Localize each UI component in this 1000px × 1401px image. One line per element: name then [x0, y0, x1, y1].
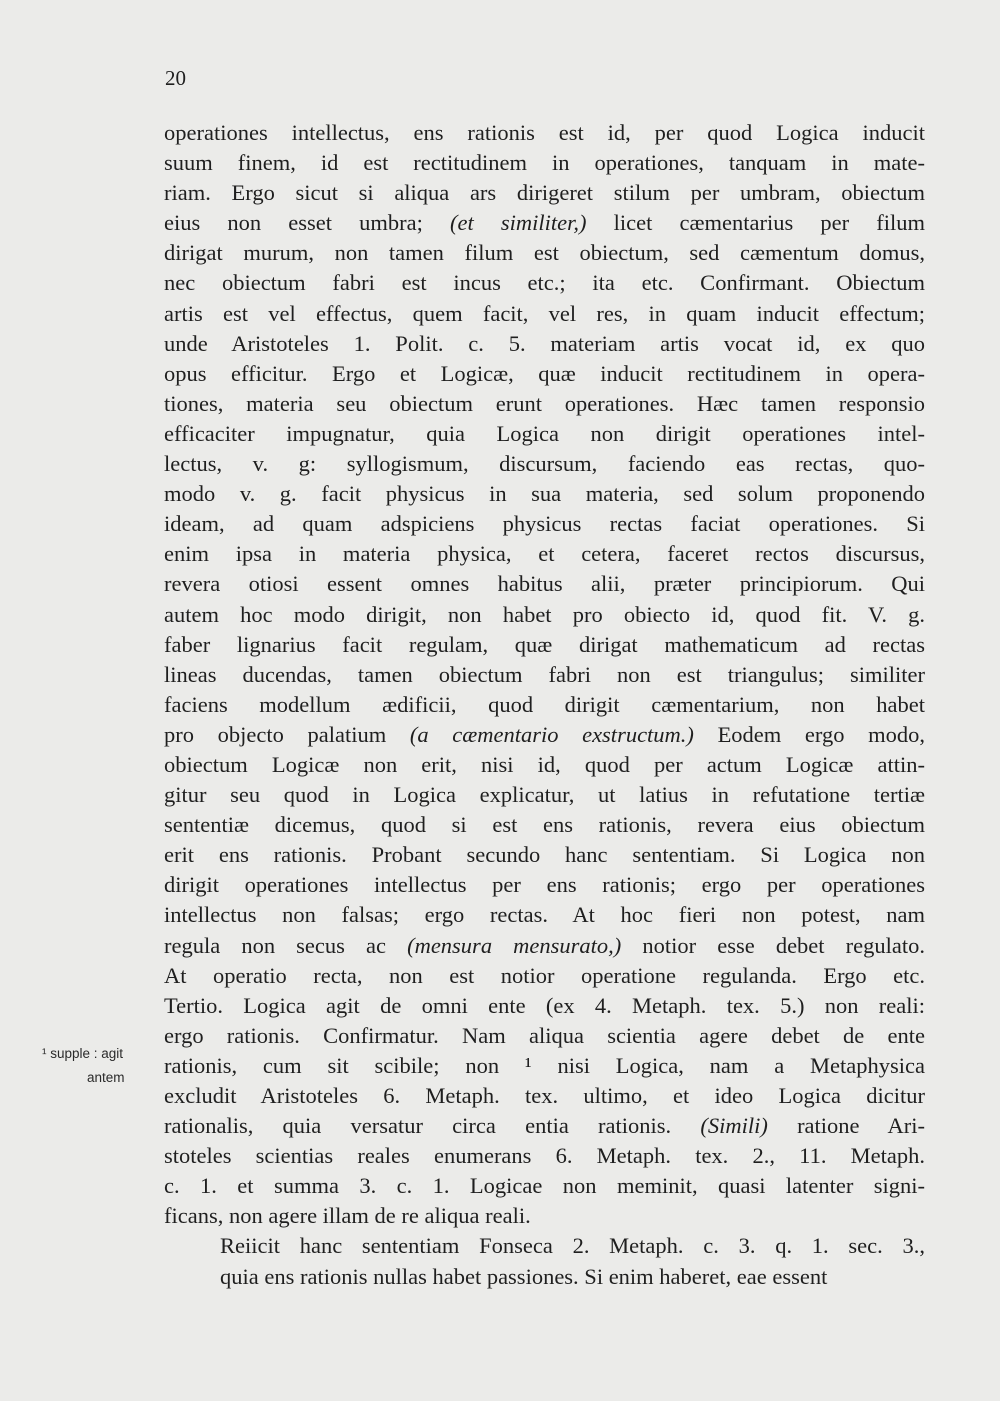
text-line: At operatio recta, non est notior operatione regulanda. Ergo etc.: [164, 962, 925, 988]
paragraph: [164, 1231, 925, 1291]
text-line: autem hoc modo dirigit, non habet pro obiecto id, quod fit. V. g.: [164, 601, 925, 627]
text-line: opus efficitur. Ergo et Logicæ, quæ inducit rectitudinem in opera-: [164, 360, 925, 386]
text-line: enim ipsa in materia physica, et cetera, faceret rectos discursus,: [164, 541, 925, 567]
text-line: ergo rationis. Confirmatur. Nam aliqua scientia agere debet de ente: [164, 1022, 925, 1048]
text-line: revera otiosi essent omnes habitus alii, præter principiorum. Qui: [164, 571, 925, 597]
text-line: modo v. g. facit physicus in sua materia, sed solum proponendo: [164, 481, 925, 507]
page-number: 20: [165, 66, 186, 90]
text-line: obiectum Logicæ non erit, nisi id, quod per actum Logicæ attin-: [164, 751, 925, 777]
text-line: faciens modellum ædificii, quod dirigit cæmentarium, non habet: [164, 691, 925, 717]
footnote-line-1: ¹ supple : agit: [42, 1046, 124, 1061]
text-line: Reiicit hanc sententiam Fonseca 2. Metaph. c. 3. q. 1. sec. 3.,: [220, 1233, 925, 1259]
text-line: lectus, v. g: syllogismum, discursum, faciendo eas rectas, quo-: [164, 451, 925, 477]
text-line: intellectus non falsas; ergo rectas. At hoc fieri non potest, nam: [164, 902, 925, 928]
footnote-line-2: antem: [87, 1070, 125, 1085]
text-line: unde Aristoteles 1. Polit. c. 5. materiam artis vocat id, ex quo: [164, 330, 925, 356]
text-line: efficaciter impugnatur, quia Logica non dirigit operationes intel-: [164, 420, 925, 446]
text-line: dirigit operationes intellectus per ens rationis; ergo per operationes: [164, 872, 925, 898]
text-line: quia ens rationis nullas habet passiones. Si enim haberet, eae essent: [220, 1263, 828, 1289]
text-line: suum finem, id est rectitudinem in operationes, tanquam in mate-: [164, 150, 925, 176]
text-line: pro objecto palatium (a cæmentario exstructum.) Eodem ergo modo,: [164, 721, 926, 747]
text-line: dirigat murum, non tamen filum est obiectum, sed cæmentum domus,: [164, 240, 925, 266]
body-text: [164, 118, 925, 1292]
margin-footnote: [42, 1042, 166, 1090]
text-line: stoteles scientias reales enumerans 6. Metaph. tex. 2., 11. Metaph.: [164, 1143, 925, 1169]
text-line: operationes intellectus, ens rationis est id, per quod Logica inducit: [164, 120, 925, 145]
text-line: erit ens rationis. Probant secundo hanc sententiam. Si Logica non: [164, 842, 925, 868]
text-line: gitur seu quod in Logica explicatur, ut latius in refutatione tertiæ: [164, 782, 925, 808]
text-line: riam. Ergo sicut si aliqua ars dirigeret stilum per umbram, obiectum: [164, 180, 925, 206]
paragraph: [164, 118, 925, 1231]
text-line: sententiæ dicemus, quod si est ens rationis, revera eius obiectum: [164, 812, 925, 838]
text-line: Tertio. Logica agit de omni ente (ex 4. Metaph. tex. 5.) non reali:: [164, 992, 925, 1018]
text-line: excludit Aristoteles 6. Metaph. tex. ultimo, et ideo Logica dicitur: [164, 1083, 925, 1108]
text-line: ficans, non agere illam de re aliqua reali.: [164, 1203, 531, 1229]
text-line: nec obiectum fabri est incus etc.; ita etc. Confirmant. Obiectum: [164, 270, 925, 296]
text-line: rationalis, quia versatur circa entia rationis. (Simili) ratione Ari-: [164, 1113, 925, 1139]
text-line: regula non secus ac (mensura mensurato,) notior esse debet regulato.: [164, 932, 925, 958]
text-line: lineas ducendas, tamen obiectum fabri non est triangulus; similiter: [164, 661, 925, 687]
text-line: eius non esset umbra; (et similiter,) licet cæmentarius per filum: [164, 210, 926, 236]
text-line: tiones, materia seu obiectum erunt operationes. Hæc tamen responsio: [164, 390, 925, 416]
text-line: ideam, ad quam adspiciens physicus rectas faciat operationes. Si: [164, 511, 925, 537]
text-line: c. 1. et summa 3. c. 1. Logicae non meminit, quasi latenter signi-: [164, 1173, 925, 1199]
text-line: faber lignarius facit regulam, quæ dirigat mathematicum ad rectas: [164, 631, 925, 657]
text-line: rationis, cum sit scibile; non ¹ nisi Logica, nam a Metaphysica: [164, 1052, 925, 1078]
text-line: artis est vel effectus, quem facit, vel res, in quam inducit effectum;: [164, 300, 925, 326]
